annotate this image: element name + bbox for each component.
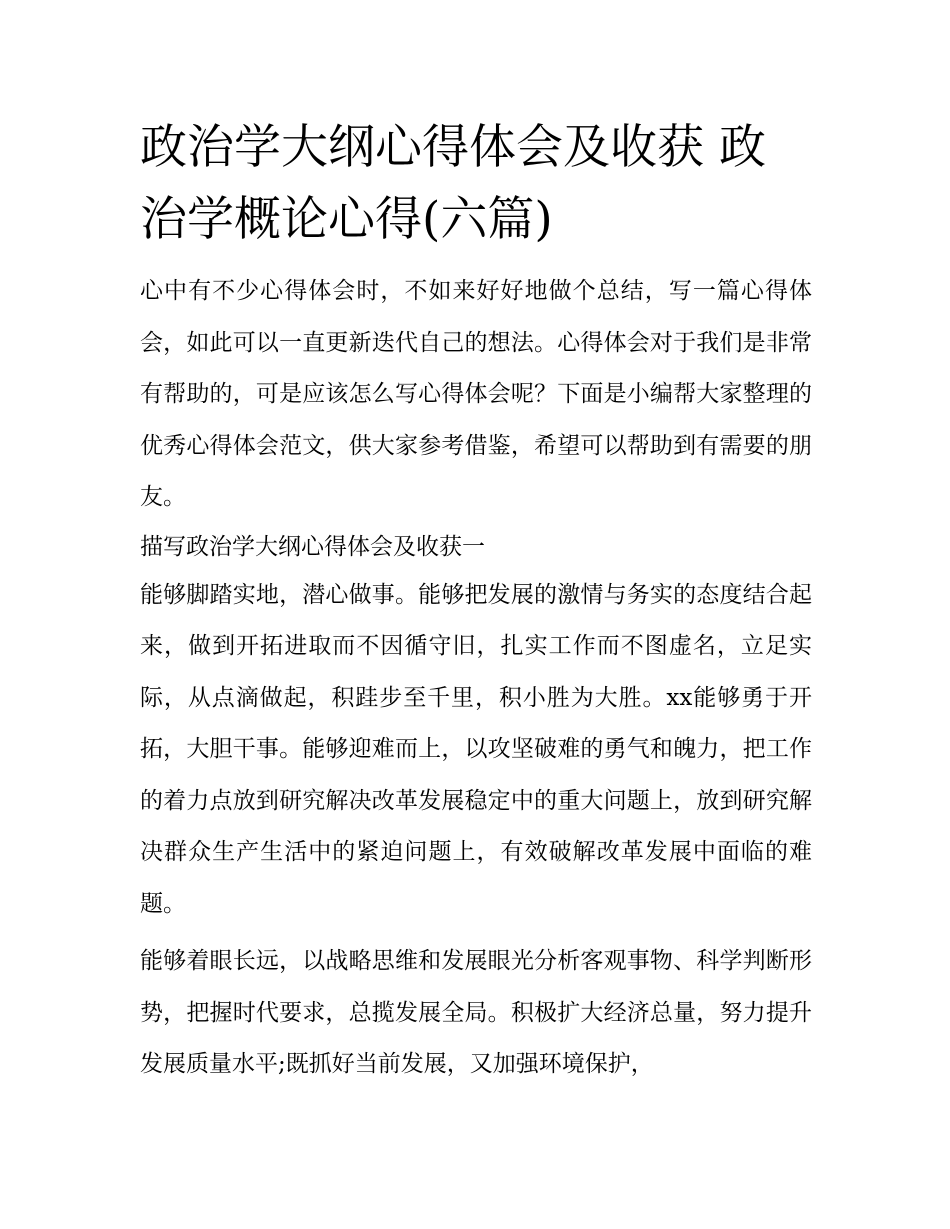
section-heading: 描写政治学大纲心得体会及收获一: [140, 533, 485, 560]
document-title: 政治学大纲心得体会及收获 政治学概论心得(六篇): [140, 120, 766, 247]
body-paragraph: 能够脚踏实地，潜心做事。能够把发展的激情与务实的态度结合起来，做到开拓进取而不因循守旧，扎实工作而不图虚名，立足实际，从点滴做起，积跬步至千里，积小胜为大胜。xx能够勇于开拓，大胆干事。能够迎难而上，以攻坚破难的勇气和魄力，把工作的着力点放到研究解决改革发展稳定中的重大问题上，放到研究解决群众生产生活中的紧迫问题上，有效破解改革发展中面临的难题。: [140, 581, 812, 917]
intro-paragraph: 心中有不少心得体会时，不如来好好地做个总结，写一篇心得体会，如此可以一直更新迭代自己的想法。心得体会对于我们是非常有帮助的，可是应该怎么写心得体会呢？下面是小编帮大家整理的优秀心得体会范文，供大家参考借鉴，希望可以帮助到有需要的朋友。: [140, 278, 812, 510]
body-paragraph: 能够着眼长远，以战略思维和发展眼光分析客观事物、科学判断形势，把握时代要求，总揽发展全局。积极扩大经济总量，努力提升发展质量水平;既抓好当前发展，又加强环境保护，: [140, 948, 812, 1077]
document-body: [140, 112, 812, 1091]
